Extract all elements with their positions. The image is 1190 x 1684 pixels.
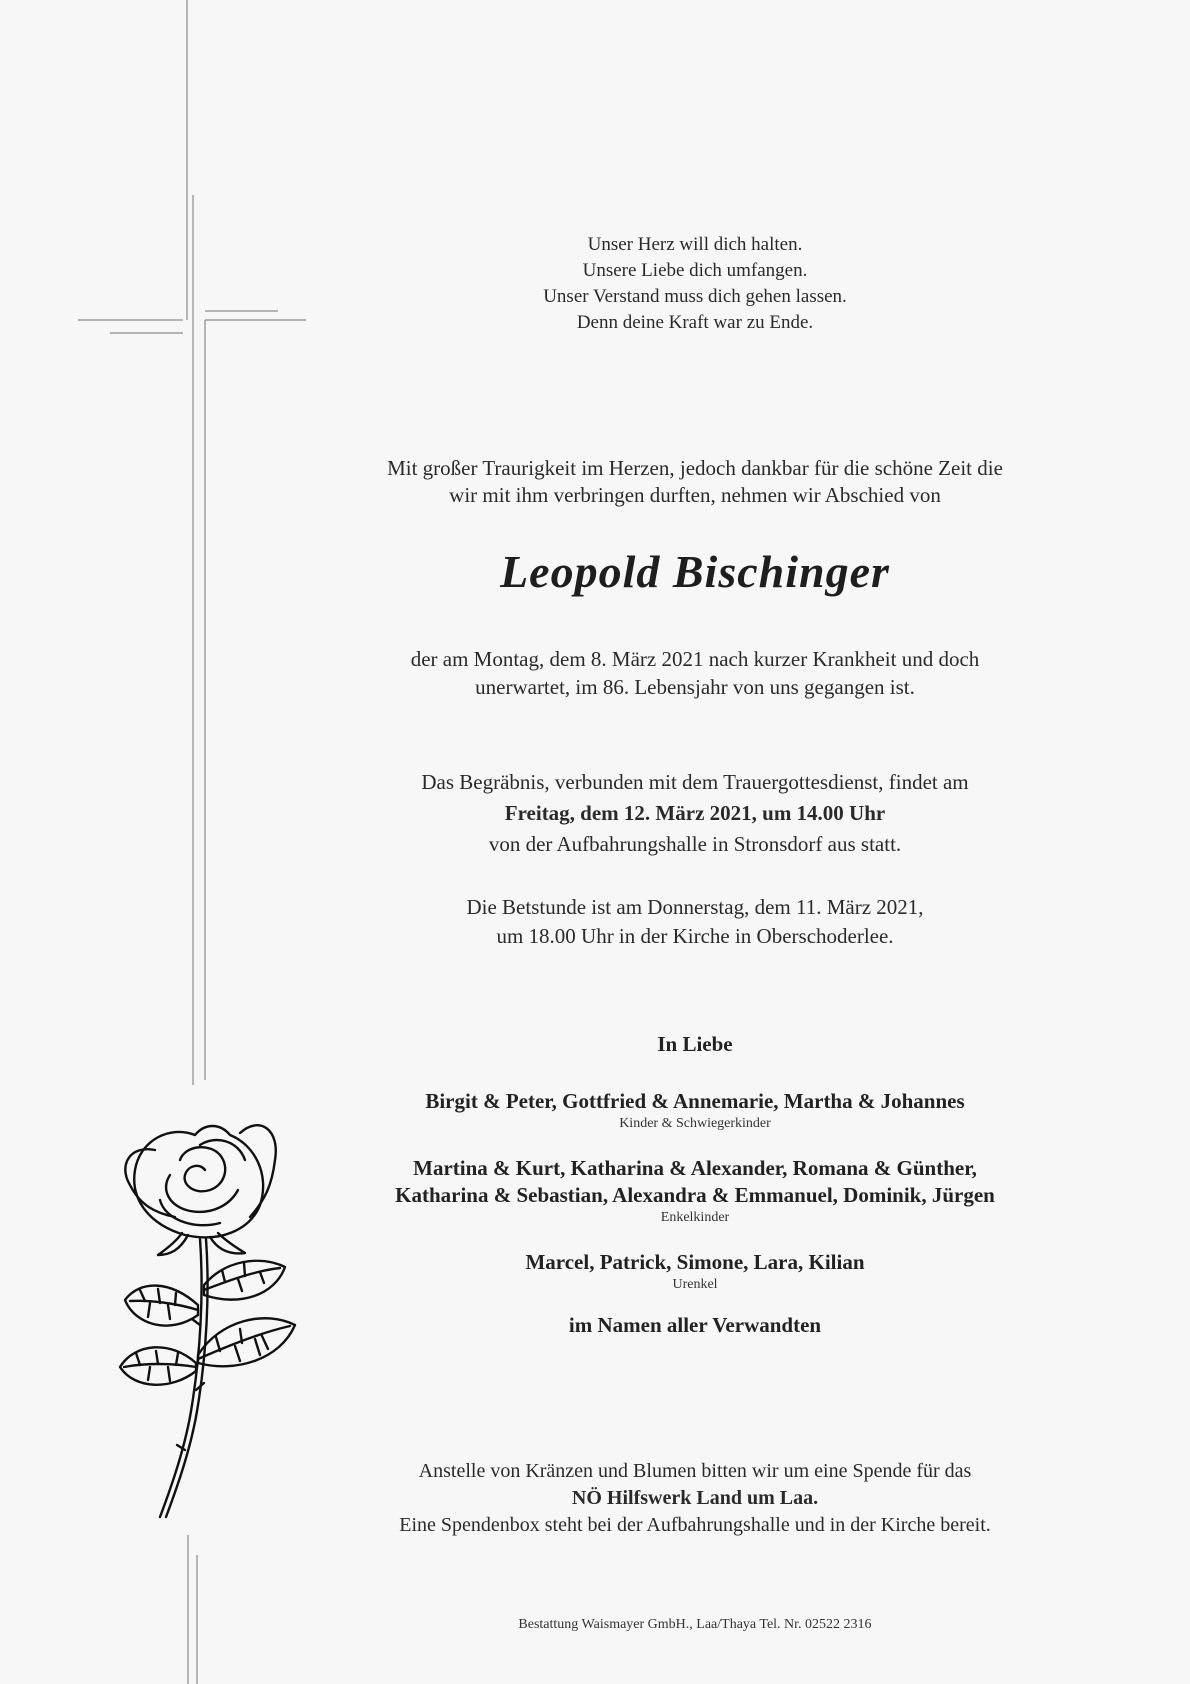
mourner-role: Enkelkinder: [660, 1210, 730, 1225]
intro-line: wir mit ihm verbringen durften, nehmen wir Abschied von: [449, 483, 941, 507]
death-notice: [330, 645, 1060, 701]
donation-organisation: NÖ Hilfswerk Land um Laa.: [571, 1487, 819, 1509]
donation-notice: [330, 1458, 1060, 1539]
funeral-line: Das Begräbnis, verbunden mit dem Trauergottesdienst, findet am: [421, 770, 969, 794]
death-notice-line: der am Montag, dem 8. März 2021 nach kurzer Krankheit und doch: [410, 647, 980, 671]
funeral-line: von der Aufbahrungshalle in Stronsdorf aus statt.: [488, 832, 902, 856]
rose-icon: [100, 1105, 320, 1525]
donation-line: Anstelle von Kränzen und Blumen bitten wir um eine Spende für das: [418, 1460, 972, 1482]
mourner-names: Martina & Kurt, Katharina & Alexander, Romana & Günther,: [413, 1156, 977, 1180]
motto: [330, 232, 1060, 336]
funeral-date-time: Freitag, dem 12. März 2021, um 14.00 Uhr: [504, 801, 886, 825]
mourner-role: Kinder & Schwiegerkinder: [619, 1116, 771, 1131]
mourner-group-great-grandchildren: [330, 1249, 1060, 1293]
prayer-line: um 18.00 Uhr in der Kirche in Oberschoderlee.: [496, 924, 894, 948]
mourner-group-grandchildren: [330, 1155, 1060, 1226]
death-notice-line: unerwartet, im 86. Lebensjahr von uns gegangen ist.: [475, 675, 915, 699]
deceased-name: Leopold Bischinger: [500, 546, 890, 597]
motto-line: Unsere Liebe dich umfangen.: [582, 260, 808, 281]
funeral-home-footer: Bestattung Waismayer GmbH., Laa/Thaya Tel. Nr. 02522 2316: [518, 1617, 872, 1632]
prayer-line: Die Betstunde ist am Donnerstag, dem 11. März 2021,: [466, 895, 924, 919]
mourners-title: In Liebe: [657, 1032, 733, 1056]
intro-line: Mit großer Traurigkeit im Herzen, jedoch dankbar für die schöne Zeit die: [387, 456, 1003, 480]
mourner-role: Urenkel: [672, 1277, 718, 1292]
motto-line: Unser Herz will dich halten.: [587, 234, 803, 255]
mourner-names: Birgit & Peter, Gottfried & Annemarie, Martha & Johannes: [425, 1089, 965, 1113]
mourner-names: Marcel, Patrick, Simone, Lara, Kilian: [525, 1250, 865, 1274]
motto-line: Unser Verstand muss dich gehen lassen.: [543, 286, 847, 307]
mourner-names: Katharina & Sebastian, Alexandra & Emmanuel, Dominik, Jürgen: [395, 1183, 995, 1207]
mourners-closing: im Namen aller Verwandten: [568, 1313, 822, 1337]
mourner-group-children: [330, 1088, 1060, 1132]
donation-line: Eine Spendenbox steht bei der Aufbahrungshalle und in der Kirche bereit.: [399, 1514, 991, 1536]
motto-line: Denn deine Kraft war zu Ende.: [576, 312, 814, 333]
intro-text: [330, 455, 1060, 509]
funeral-info: [330, 767, 1060, 860]
prayer-info: [330, 893, 1060, 951]
